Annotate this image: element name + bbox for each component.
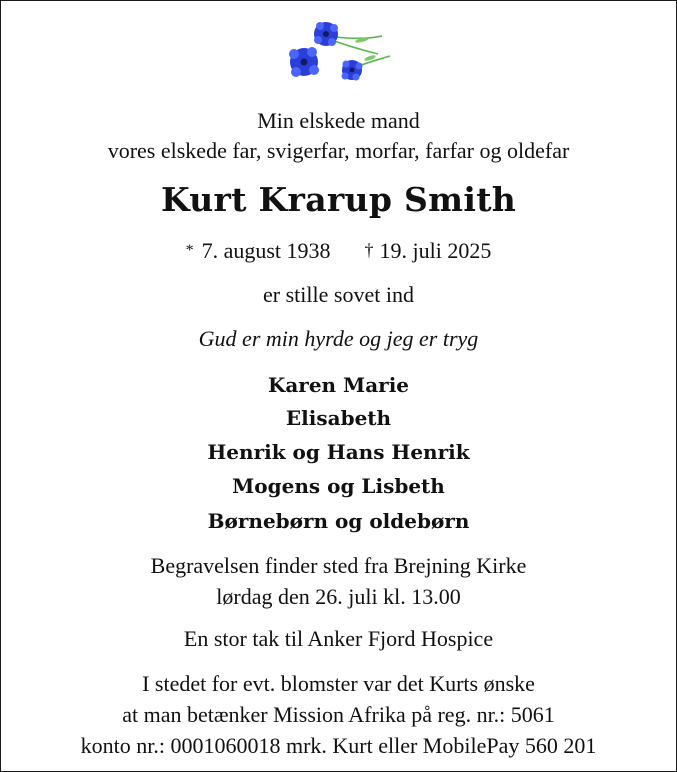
birth-date: 7. august 1938 — [201, 238, 331, 263]
family-member: Henrik og Hans Henrik — [207, 440, 470, 464]
intro-line-1: Min elskede mand — [257, 108, 420, 133]
donation-line-3: konto nr.: 0001060018 mrk. Kurt eller MobilePay 560 201 — [80, 733, 597, 758]
quote-text: Gud er min hyrde og jeg er tryg — [198, 326, 479, 351]
family-member: Mogens og Lisbeth — [232, 474, 445, 498]
death-date: 19. juli 2025 — [379, 238, 492, 263]
intro-line-2: vores elskede far, svigerfar, morfar, farfar og oldefar — [107, 138, 570, 163]
funeral-line-1: Begravelsen finder sted fra Brejning Kirke — [150, 553, 527, 578]
funeral-line-2: lørdag den 26. juli kl. 13.00 — [216, 584, 461, 609]
deceased-name: Kurt Krarup Smith — [160, 180, 517, 219]
family-member: Elisabeth — [285, 406, 392, 430]
cornflower-icon — [282, 18, 394, 90]
status-text: er stille sovet ind — [263, 282, 414, 307]
cross-icon: † — [364, 240, 374, 260]
family-member: Karen Marie — [267, 373, 410, 397]
life-dates — [0, 238, 677, 264]
birth-symbol: * — [185, 242, 194, 259]
donation-line-2: at man betænker Mission Afrika på reg. nr.: 5061 — [122, 702, 555, 727]
thanks-text: En stor tak til Anker Fjord Hospice — [183, 626, 494, 651]
donation-line-1: I stedet for evt. blomster var det Kurts ønske — [142, 671, 535, 696]
family-member: Børnebørn og oldebørn — [207, 509, 470, 533]
